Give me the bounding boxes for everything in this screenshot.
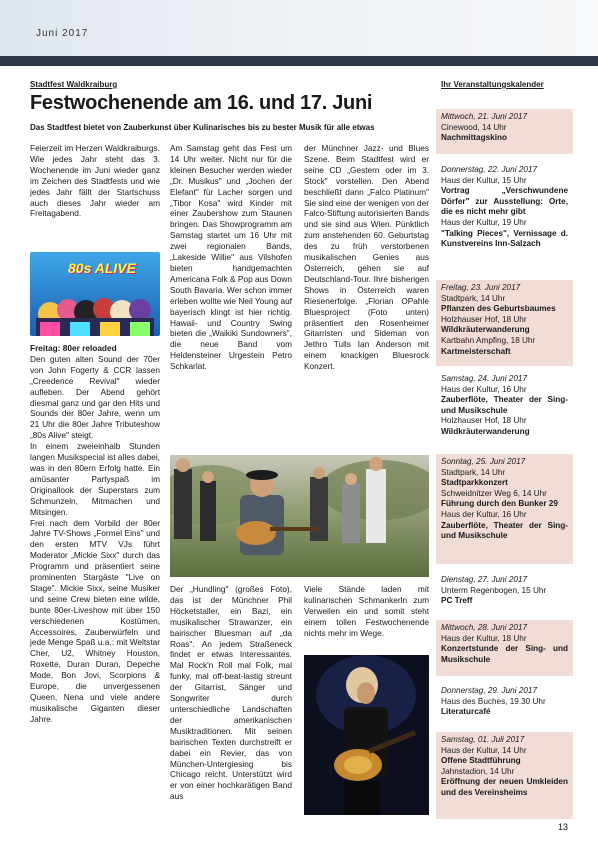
event-title: PC Treff — [441, 596, 473, 606]
event-date: Mittwoch, 21. Juni 2017 — [441, 112, 528, 121]
event-title: Wildkräuterwanderung — [441, 325, 530, 335]
event-title: Konzertstunde der Sing- und Musikschule — [441, 644, 568, 664]
event-entry — [436, 109, 573, 154]
event-title: "Talking Pieces", Vernissage d. Kunstvereins Inn-Salzach — [441, 228, 568, 249]
article-column-2 — [170, 143, 292, 372]
friday-paragraph-2: In einem zweieinhalb Stunden langen Musikspecial ist alles dabei, was in den 80ern Erfolg hatte. Ein amüsanter Partyspaß im Originallook der Superstars zum Schmunzeln, Mitmachen und Mitsingen. — [30, 441, 160, 517]
issue-date: Juni 2017 — [36, 28, 89, 39]
event-title: Stadtparkkonzert — [441, 478, 508, 488]
article-column-2-hundling — [170, 584, 292, 802]
event-title: Kartmeisterschaft — [441, 346, 511, 356]
friday-paragraph-3: Frei nach dem Vorbild der 80er Jahre TV-Shows „Formel Eins" und den ersten MTV VJs führt Moderator „Mickie Sixx" durch das Programm und präsentiert seine prominenten Stargäste "Live on Stage". Mickie Sixx, seine Musiker und seine Crew bieten eine wilde, bunte 80er-Liveshow mit über 150 verschiedenen Kostümen, Accessoires, Zauberwürfeln und jede Menge Spaß u.a.: mit Weltstar Cher, U2, Whitney Houston, Roxette, Duran Duran, Depeche Mode, Bon Jovi, Scorpions & Europe, die unvergessenen Queen, Nena und viele andere musikalische Giganten dieser Jahre. — [30, 517, 160, 724]
article-column-1-friday — [30, 343, 160, 725]
event-title: Vortrag „Verschwundene Dörfer" zur Ausstellung: Orte, die es nicht mehr gibt — [441, 186, 568, 217]
article-column-3-closing — [304, 584, 429, 639]
event-date: Samstag, 24. Juni 2017 — [441, 374, 528, 383]
event-venue-time: Haus der Kultur, 16 Uhr — [441, 384, 527, 394]
event-title: Literaturcafé — [441, 707, 491, 717]
article-headline: Festwochenende am 16. und 17. Juni — [30, 92, 373, 114]
event-venue-time: Holzhauser Hof, 18 Uhr — [441, 314, 527, 324]
event-date: Freitag, 23. Juni 2017 — [441, 283, 521, 292]
event-title: Wildkräuterwanderung — [441, 426, 530, 436]
event-date: Sonntag, 25. Juni 2017 — [441, 457, 526, 466]
event-title: Eröffnung der neuen Umkleiden und des Vereinsheims — [441, 777, 568, 797]
event-date: Mittwoch, 28. Juni 2017 — [441, 623, 528, 632]
event-venue-time: Kartbahn Ampfing, 18 Uhr — [441, 335, 536, 345]
event-title: Offene Stadtführung — [441, 756, 521, 766]
event-title: Nachmittagskino — [441, 133, 507, 143]
event-date: Samstag, 01. Juli 2017 — [441, 735, 525, 744]
article-column-3 — [304, 143, 429, 372]
photo-bluesproject-guitarist — [304, 655, 429, 815]
event-entry — [436, 162, 573, 272]
event-venue-time: Schweidnitzer Weg 6, 14 Uhr — [441, 488, 547, 498]
photo-bluesproject-guitarist-image — [304, 655, 429, 815]
event-venue-time: Stadtpark, 14 Uhr — [441, 467, 506, 477]
article-column-1-intro — [30, 143, 160, 219]
page-header — [0, 0, 598, 56]
event-venue-time: Stadtpark, 14 Uhr — [441, 293, 506, 303]
event-title: Zauberflöte, Theater der Sing- und Musikschule — [441, 520, 568, 541]
photo-80s-alive-logo: 80s ALIVE — [68, 260, 136, 276]
event-title: Zauberflöte, Theater der Sing- und Musikschule — [441, 395, 568, 415]
event-venue-time: Haus der Kultur, 15 Uhr — [441, 175, 527, 185]
saturday-paragraph: Am Samstag geht das Fest um 14 Uhr weiter. Nicht nur für die kleinen Besucher werden wieder „Dr. Musikus" und „Jochen der Elefant" für Lacher sorgen und „Tibor Kosa" wird Kinder mit einer Zaubershow zum Staunen bringen. Das Showprogramm am Samstag startet um 16 Uhr mit zwei regionalen Bands, „Lakeside Willie" aus Vilshofen bieten handgemachten Americana Folk & Pop aus Down South Bavaria. Wer schon immer erleben wollte wie Neil Young auf bayerisch klingt ist hier richtig. Hawaii- und Country Swing bieten die „Waikiki Sundowners", die neue Band vom Heldensteiner Urgestein Petro Schkarlat. — [170, 143, 292, 372]
page-number: 13 — [558, 822, 569, 832]
event-title: Führung durch den Bunker 29 — [441, 499, 558, 509]
event-entry — [436, 620, 573, 676]
event-title: Pflanzen des Geburtsbaumes — [441, 304, 556, 314]
event-entry — [436, 572, 573, 613]
friday-paragraph-1: Den guten alten Sound der 70er von John Fogerty & CCR lassen „Creedence Revival" wieder aufleben. Der Abend gehört diesmal ganz und gar den Hits und Sounds der 80er Jahre, wenn um 21 Uhr die 80er Jahre Tributeshow „80s Alive" steigt. — [30, 353, 160, 441]
event-date: Donnerstag, 22. Juni 2017 — [441, 165, 538, 174]
event-venue-time: Cinewood, 14 Uhr — [441, 122, 507, 132]
event-date: Donnerstag, 29. Juni 2017 — [441, 686, 538, 695]
evening-paragraph: der Münchner Jazz- und Blues Szene. Beim Stadtfest wird er seine CD „Gestern oder im 3. Stock" vorstellen. Den Abend beschließt dann „Falco Platinum" Sie sind eine der wenigen von der Falco-Stiftung autorisierten Bands und sie sind aus Wien. Pünktlich zum anstehenden 60. Geburtstag des zu früh verstorbenen musikalischen Genies aus Österreich, gehen sie auf Deutschland-Tour. Ihre bisherigen Shows in Österreich waren Riesenerfolge. „Florian OPahle Bluesproject (Foto unten) präsentiert den Rosenheimer Gitarristen und Sideman von Jethro Tulls Ian Anderson mit einem knackigen Bluesrock Konzert. — [304, 143, 429, 372]
event-venue-time: Haus der Kultur, 18 Uhr — [441, 633, 527, 643]
closing-paragraph: Viele Stände laden mit kulinarischen Schmankerln zum Verweilen ein und somit steht einem tollen Festwochenende nichts mehr im Wege. — [304, 584, 429, 638]
event-calendar-title: Ihr Veranstaltungskalender — [441, 80, 544, 89]
event-venue-time: Haus der Kultur, 19 Uhr — [441, 217, 527, 227]
event-entry — [436, 732, 573, 819]
event-entry — [436, 454, 573, 564]
event-venue-time: Holzhauser Hof, 18 Uhr — [441, 416, 527, 426]
event-venue-time: Jahnstadion, 14 Uhr — [441, 766, 515, 776]
friday-heading: Freitag: 80er reloaded — [30, 343, 117, 353]
event-venue-time: Haus der Kultur, 14 Uhr — [441, 745, 527, 755]
intro-paragraph: Feierzeit im Herzen Waldkraiburgs. Wie jedes Jahr steht das 3. Wochenende im Juni wieder ganz im Zeichen des Stadtfests und wie jedes Jahr fällt der Startschuss auch dieses Jahr wieder am Freitagabend. — [30, 143, 160, 219]
event-entry — [436, 371, 573, 447]
event-venue-time: Unterm Regenbogen, 15 Uhr — [441, 585, 547, 595]
event-date: Dienstag, 27. Juni 2017 — [441, 575, 528, 584]
event-venue-time: Haus des Buches, 19.30 Uhr — [441, 696, 546, 706]
photo-80s-alive — [30, 252, 160, 336]
header-divider-bar — [0, 56, 598, 66]
photo-hundling-band-image — [170, 455, 429, 577]
event-entry — [436, 683, 573, 725]
event-entry — [436, 280, 573, 366]
article-kicker: Stadtfest Waldkraiburg — [30, 80, 118, 89]
article-subhead: Das Stadtfest bietet von Zauberkunst über Kulinarisches bis zu bester Musik für alle etwas — [30, 123, 375, 132]
photo-hundling-band — [170, 455, 429, 577]
event-venue-time: Haus der Kultur, 16 Uhr — [441, 509, 527, 519]
hundling-paragraph: Der „Hundling" (großes Foto), das ist der Münchner Phil Höcketstaller, ein Bazi, ein musikalischer Strawanzer, ein bairischer Bluesman auf „da Roas". An jedem Straßeneck findet er etwas Interessantes. Mal Rock'n Roll mal Folk, mal funky, mal off-beat-lastig streunt der Gitarrist, Sänger und Songwriter durch unterschiedliche Landschaften der amerikanischen Musiktraditionen. Mit seinen bairischen Texten durchstreift er dabei ein Revier, das von München-Untergiesing bis Chicago reicht. Unterstützt wird er von einer hochkarätigen Band aus — [170, 584, 292, 802]
